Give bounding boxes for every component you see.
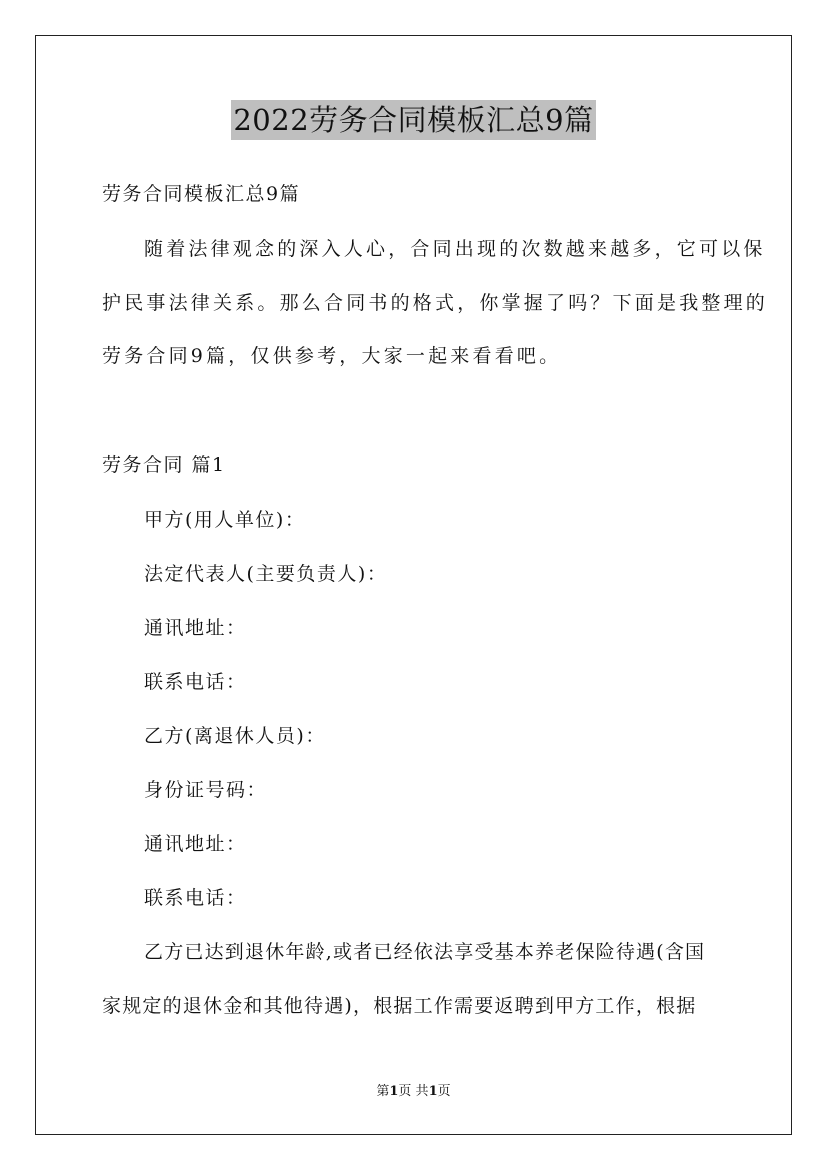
- body-line-1: 乙方已达到退休年龄,或者已经依法享受基本养老保险待遇(含国: [144, 941, 706, 963]
- intro-line-3: 劳务合同9篇，仅供参考，大家一起来看看吧。: [102, 345, 562, 367]
- title-container: [0, 100, 827, 140]
- field-party-a-phone: 联系电话：: [144, 671, 247, 693]
- page-footer: [0, 1083, 827, 1101]
- body-line-2: 家规定的退休金和其他待遇)，根据工作需要返聘到甲方工作，根据: [102, 995, 697, 1017]
- field-party-a-address: 通讯地址：: [144, 617, 247, 639]
- field-id-number: 身份证号码：: [144, 779, 268, 801]
- field-party-b: 乙方(离退休人员)：: [144, 725, 326, 747]
- field-party-b-phone: 联系电话：: [144, 887, 247, 909]
- section-heading: 劳务合同 篇1: [102, 454, 226, 476]
- footer-page-current: 1: [389, 1084, 399, 1099]
- footer-suffix: 页: [437, 1084, 451, 1099]
- field-party-a: 甲方(用人单位)：: [144, 509, 306, 531]
- footer-page-total: 1: [428, 1084, 438, 1099]
- intro-line-1: 随着法律观念的深入人心，合同出现的次数越来越多，它可以保: [144, 238, 766, 260]
- field-party-b-address: 通讯地址：: [144, 833, 247, 855]
- footer-mid: 页 共: [398, 1084, 429, 1099]
- document-subtitle: 劳务合同模板汇总9篇: [102, 183, 301, 205]
- document-title: 2022劳务合同模板汇总9篇: [231, 100, 595, 140]
- field-legal-representative: 法定代表人(主要负责人)：: [144, 563, 388, 585]
- intro-line-2: 护民事法律关系。那么合同书的格式，你掌握了吗？下面是我整理的: [102, 292, 769, 314]
- footer-prefix: 第: [376, 1084, 390, 1099]
